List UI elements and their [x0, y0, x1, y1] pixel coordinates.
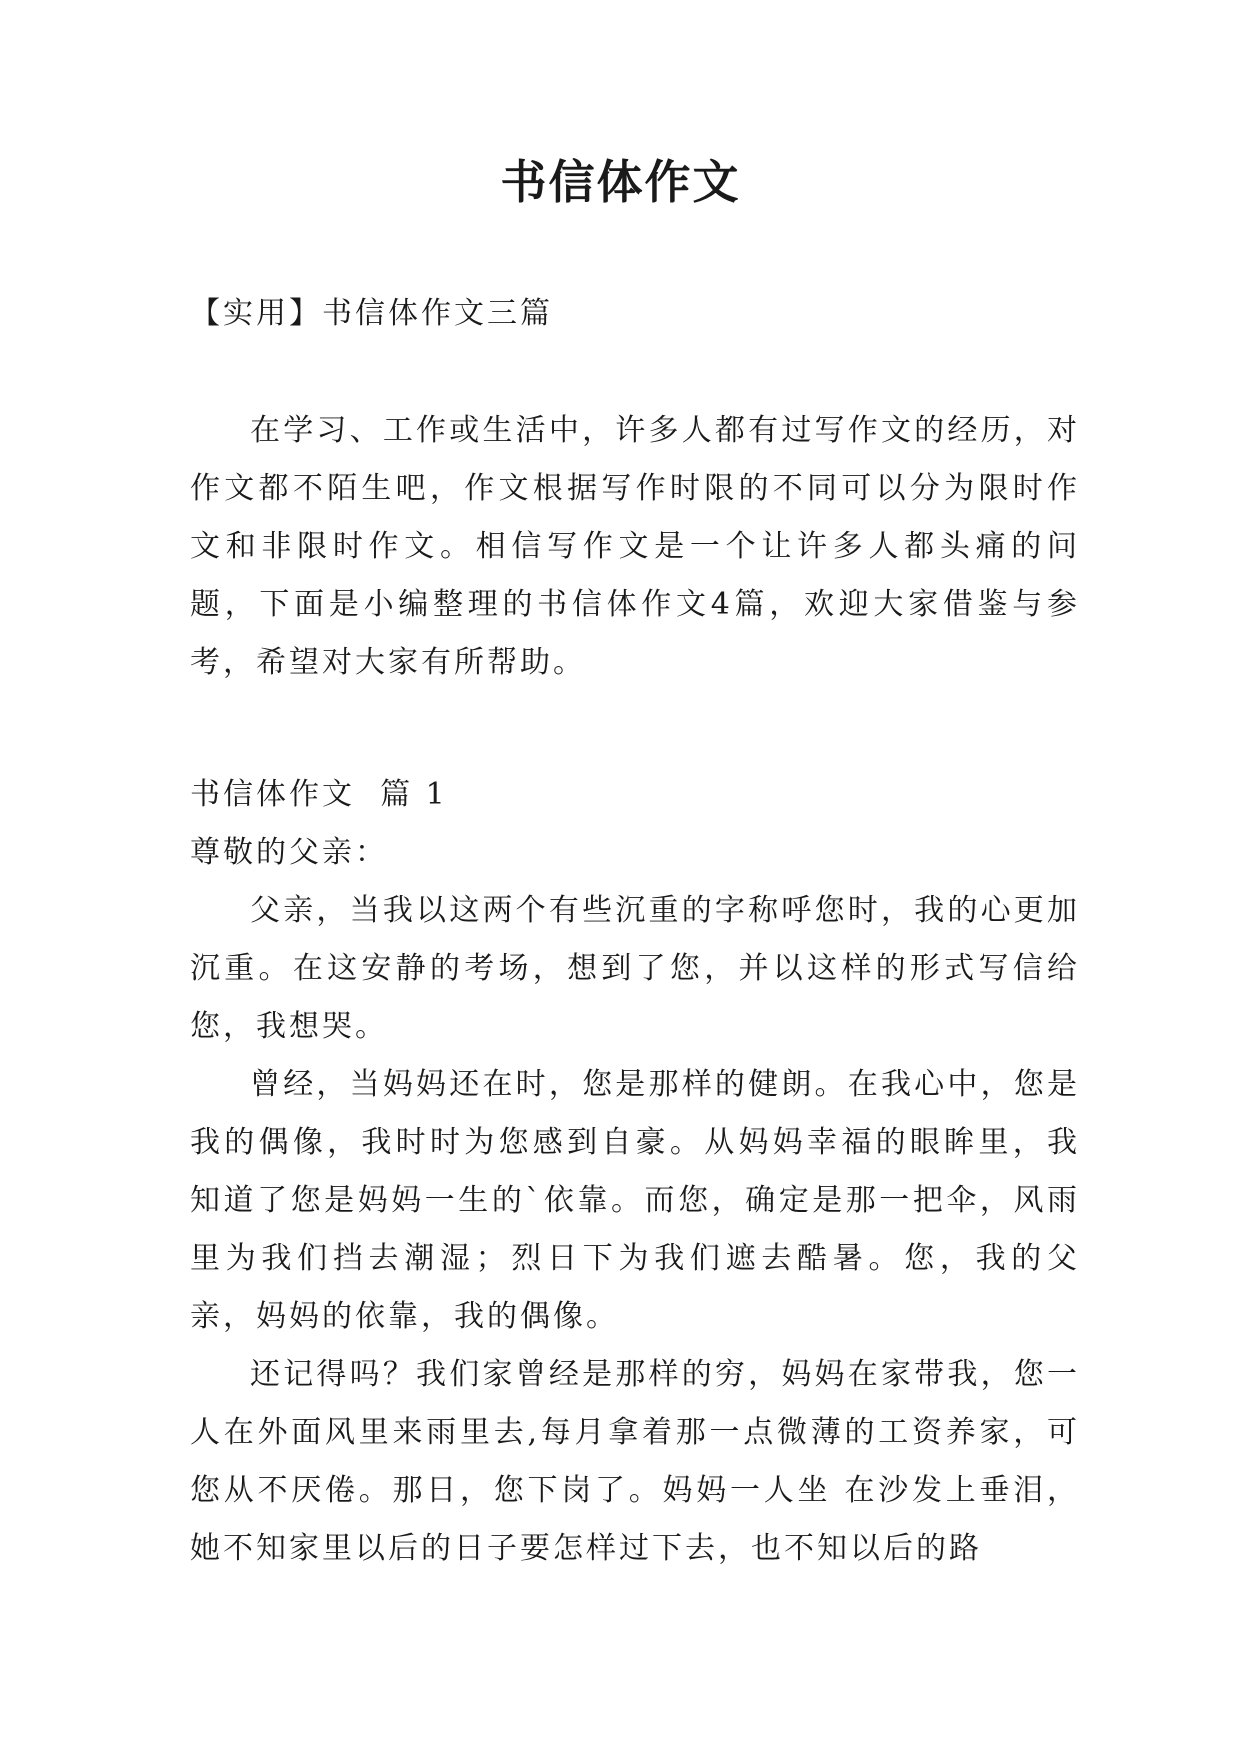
letter-paragraph-1: 父亲，当我以这两个有些沉重的字称呼您时，我的心更加沉重。在这安静的考场，想到了您，并以这样的形式写信给您，我想哭。 [190, 893, 1080, 1044]
intro-paragraph: 在学习、工作或生活中，许多人都有过写作文的经历，对作文都不陌生吧，作文根据写作时限的不同可以分为限时作文和非限时作文。相信写作文是一个让许多人都头痛的问题，下面是小编整理的书信体作文4篇，欢迎大家借鉴与参考，希望对大家有所帮助。 [190, 413, 1080, 680]
section-1 [190, 766, 1080, 1578]
intro-block [190, 402, 1080, 692]
document-subtitle: 【实用】书信体作文三篇 [190, 296, 553, 331]
letter-paragraph-2: 曾经，当妈妈还在时，您是那样的健朗。在我心中，您是我的偶像，我时时为您感到自豪。从妈妈幸福的眼眸里，我知道了您是妈妈一生的`依靠。而您，确定是那一把伞，风雨里为我们挡去潮湿；烈日下为我们遮去酷暑。您，我的父亲，妈妈的依靠，我的偶像。 [190, 1067, 1080, 1334]
letter-paragraph-3: 还记得吗？我们家曾经是那样的穷，妈妈在家带我，您一人在外面风里来雨里去,每月拿着那一点微薄的工资养家，可您从不厌倦。那日，您下岗了。妈妈一人坐 在沙发上垂泪，她不知家里以后的日子要怎样过下去，也不知以后的路 [190, 1357, 1080, 1566]
letter-salutation: 尊敬的父亲： [190, 835, 388, 870]
section-heading: 书信体作文 篇 1 [190, 777, 448, 812]
document-title: 书信体作文 [500, 155, 741, 209]
